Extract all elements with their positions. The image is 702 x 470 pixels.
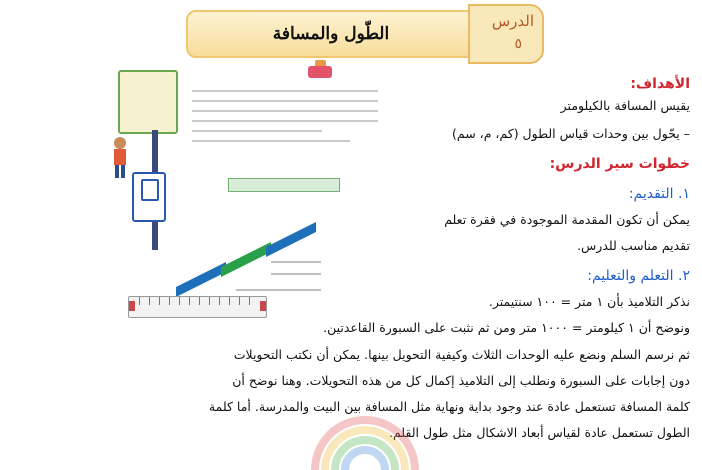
learn-line-3: ثم نرسم السلم ونضع عليه الوحدات الثلاث وكيفية التحويل بينها. يمكن أن نكتب التحويلات bbox=[233, 347, 690, 362]
intro-line-2: تقديم مناسب للدرس. bbox=[577, 238, 690, 253]
thumbnail-text-lines bbox=[192, 82, 378, 150]
intro-line-1: يمكن أن تكون المقدمة الموجودة في فقرة تعلم bbox=[444, 212, 690, 227]
steps-heading: خطوات سير الدرس: bbox=[549, 156, 690, 172]
watermark-rainbow bbox=[305, 380, 425, 470]
learn-line-5: كلمة المسافة تستعمل عادة عند وجود بداية ونهاية مثل المسافة بين البيت والمدرسة. أما كلمة bbox=[208, 399, 690, 414]
lesson-number: ٥ bbox=[514, 36, 522, 52]
objective-2: – يحّول بين وحدات قياس الطول (كم، م، سم) bbox=[452, 126, 690, 141]
conversion-arrows-diagram bbox=[176, 192, 326, 302]
intro-heading: ١. التقديم: bbox=[628, 186, 690, 202]
highlight-bar bbox=[228, 178, 340, 192]
red-tag-icon bbox=[308, 66, 332, 78]
lesson-title-banner bbox=[186, 10, 476, 58]
sign-board-image bbox=[118, 70, 178, 134]
objective-1: يقيس المسافة بالكيلومتر bbox=[560, 98, 690, 113]
lesson-label: الدرس bbox=[491, 12, 534, 30]
learn-line-6: الطول تستعمل عادة لقياس أبعاد الاشكال مثل طول القلم. bbox=[388, 425, 690, 440]
textbook-illustration bbox=[108, 60, 392, 320]
lesson-number-tab bbox=[468, 4, 544, 64]
learn-line-4: دون إجابات على السبورة ونطلب إلى التلاميذ إكمال كل من هذه التحويلات. وهنا نوضح أن bbox=[232, 373, 690, 388]
ruler-image bbox=[128, 296, 267, 318]
learn-heading: ٢. التعلم والتعليم: bbox=[587, 268, 690, 284]
objectives-heading: الأهداف: bbox=[630, 76, 690, 92]
parking-sign-icon bbox=[132, 172, 166, 222]
learn-line-2: ونوضح أن ١ كيلومتر = ١٠٠٠ متر ومن ثم نثبت على السبورة القاعدتين. bbox=[323, 320, 690, 335]
learn-line-1: نذكر التلاميذ بأن ١ متر = ١٠٠ سنتيمتر. bbox=[488, 294, 690, 309]
boy-figure-icon bbox=[110, 136, 130, 180]
lesson-title: الطّول والمسافة bbox=[272, 24, 390, 44]
